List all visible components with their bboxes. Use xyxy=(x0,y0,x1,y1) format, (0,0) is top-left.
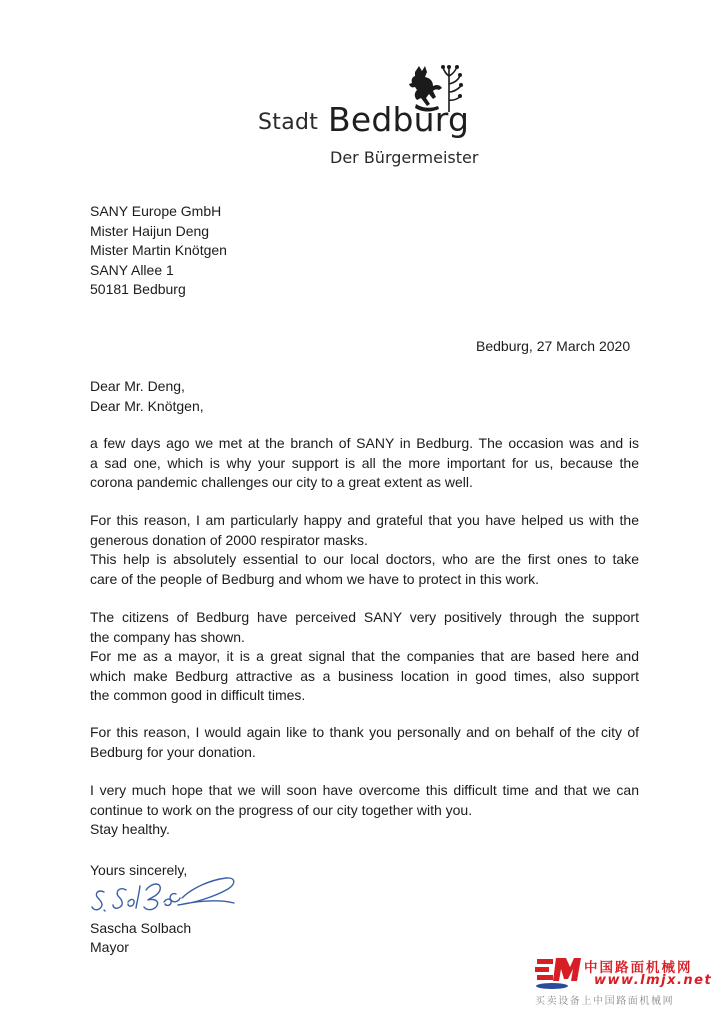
body-line: This help is absolutely essential to our local doctors, who are the first ones to take xyxy=(90,551,639,567)
body-line: generous donation of 2000 respirator masks. xyxy=(90,531,368,548)
letterhead-prefix: Stadt xyxy=(258,110,319,135)
body-line: a few days ago we met at the branch of SANY in Bedburg. The occasion was and is xyxy=(90,435,639,451)
letterhead-office: Der Bürgermeister xyxy=(330,148,479,167)
body-line: a sad one, which is why your support is all the more important for us, because the xyxy=(90,454,639,471)
body-line: For this reason, I would again like to thank you personally and on behalf of the city of xyxy=(90,724,639,740)
watermark-url: www.lmjx.net xyxy=(594,973,713,988)
handwritten-signature xyxy=(90,872,240,924)
watermark xyxy=(534,955,714,1015)
recipient-line: Mister Haijun Deng xyxy=(90,223,210,239)
body-paragraph-2 xyxy=(90,511,639,589)
body-paragraph-1 xyxy=(90,434,639,493)
body-paragraph-3 xyxy=(90,608,639,706)
body-paragraph-4 xyxy=(90,723,639,762)
watermark-site-name: 中国路面机械网 xyxy=(584,960,693,976)
recipient-line: Mister Martin Knötgen xyxy=(90,242,227,258)
body-line: For me as a mayor, it is a great signal that the companies that are based here and xyxy=(90,648,639,664)
recipient-line: 50181 Bedburg xyxy=(90,281,186,297)
body-line: the common good in difficult times. xyxy=(90,687,306,703)
letterhead-city: Bedburg xyxy=(328,100,470,139)
body-line: Stay healthy. xyxy=(90,821,170,837)
body-line: continue to work on the progress of our city together with you. xyxy=(90,801,473,818)
body-line: which make Bedburg attractive as a business location in good times, also support xyxy=(90,667,639,684)
body-line: For this reason, I am particularly happy and grateful that you have helped us with the xyxy=(90,512,639,528)
recipient-line: SANY Europe GmbH xyxy=(90,203,222,219)
salutation-line: Dear Mr. Knötgen, xyxy=(90,398,204,414)
body-line: corona pandemic challenges our city to a great extent as well. xyxy=(90,474,473,490)
site-logo-icon xyxy=(534,955,582,991)
body-paragraph-5 xyxy=(90,781,639,840)
body-line: the company has shown. xyxy=(90,628,245,645)
recipient-line: SANY Allee 1 xyxy=(90,262,174,278)
signer-title: Mayor xyxy=(90,939,129,955)
letter-date: Bedburg, 27 March 2020 xyxy=(476,338,631,354)
body-line: I very much hope that we will soon have overcome this difficult time and that we can xyxy=(90,782,639,798)
body-line: The citizens of Bedburg have perceived SANY very positively through the support xyxy=(90,609,639,625)
closing: Yours sincerely, xyxy=(90,862,188,878)
watermark-tagline: 买卖设备上中国路面机械网 xyxy=(535,996,675,1007)
signer-name: Sascha Solbach xyxy=(90,920,192,936)
body-line: Bedburg for your donation. xyxy=(90,743,256,760)
salutation-line: Dear Mr. Deng, xyxy=(90,378,185,394)
body-line: care of the people of Bedburg and whom we have to protect in this work. xyxy=(90,570,540,587)
